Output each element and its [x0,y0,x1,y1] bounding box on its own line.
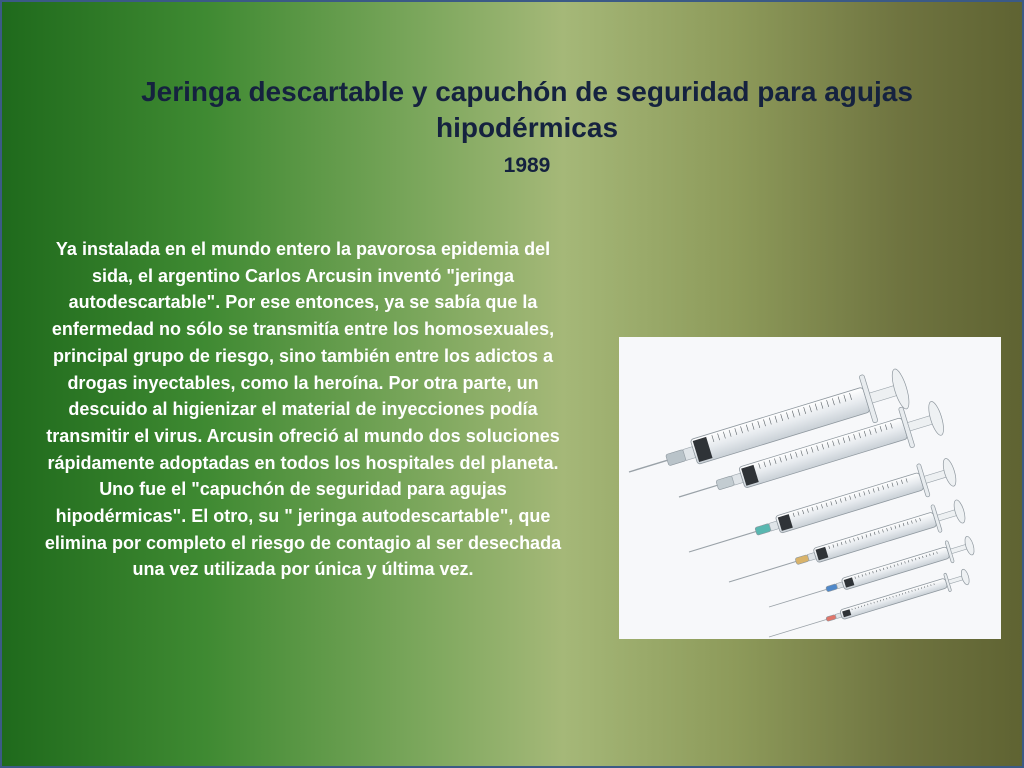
syringes-photo [619,337,1001,639]
slide-year: 1989 [503,154,551,177]
slide-body-text: Ya instalada en el mundo entero la pavorosa epidemia del sida, el argentino Carlos Arcusin inventó "jeringa autodescartable". Por ese entonces, ya se sabía que la enfermedad no sólo se transmitía entre los homosexuales, principal grupo de riesgo, sino también entre los adictos a drogas inyectables, como la heroína. Por otra parte, un descuido al higienizar el material de inyecciones podía transmitir el virus. Arcusin ofreció al mundo dos soluciones rápidamente adoptadas en todos los hospitales del planeta. Uno fue el "capuchón de seguridad para agujas hipodérmicas". El otro, su " jeringa autodescartable", que elimina por completo el riesgo de contagio al ser desechada una vez utilizada por única y última vez. [44,239,562,580]
syringes-illustration [619,337,1001,639]
slide-title: Jeringa descartable y capuchón de seguridad para agujas hipodérmicas [141,76,913,143]
